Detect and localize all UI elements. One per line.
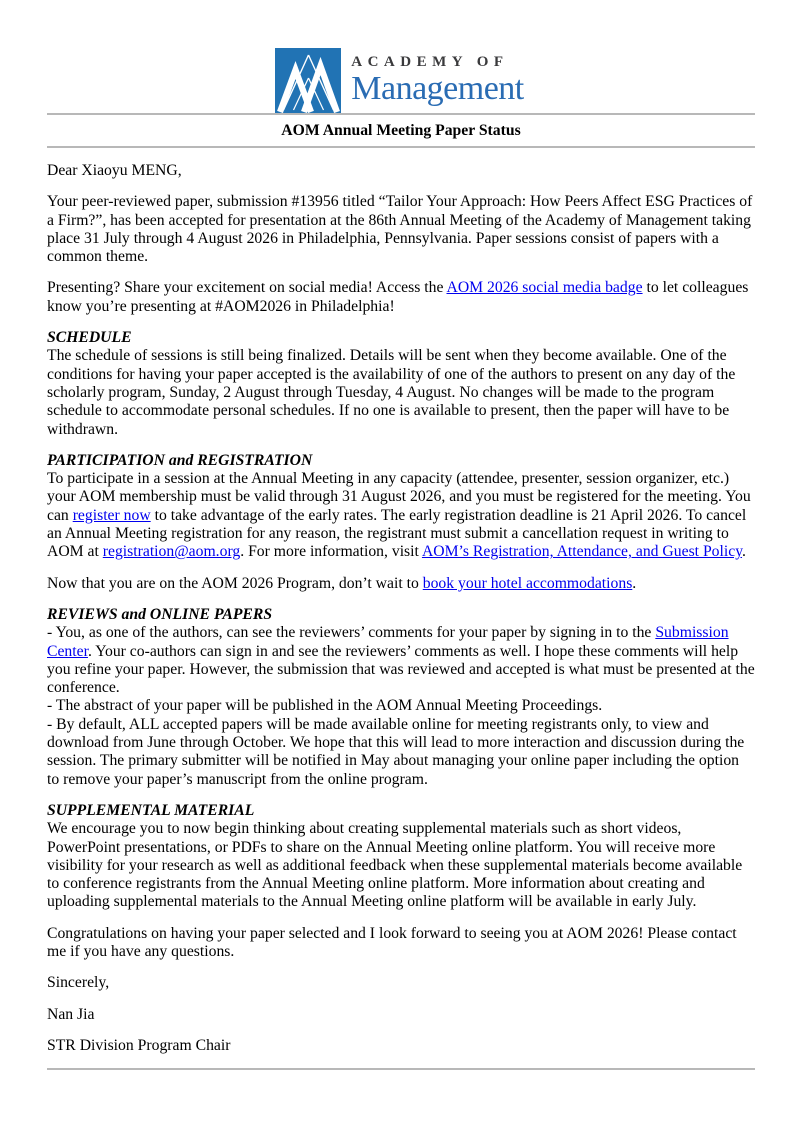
social-text-after: to let colleagues know you’re presenting at #AOM2026 in Philadelphia! (47, 279, 749, 315)
submission-center-link[interactable]: Submission Center (47, 624, 729, 660)
participation-heading: PARTICIPATION and REGISTRATION (47, 451, 313, 469)
participation-text-4: . (742, 543, 746, 561)
aom-logo-wordmark (351, 48, 524, 106)
schedule-body: The schedule of sessions is still being finalized. Details will be sent when they become available. One of the conditions for having your paper accepted is the availability of one of the authors to present on any day of the scholarly program, Sunday, 2 August through Tuesday, 4 August. No changes will be made to the program schedule to accommodate personal schedules. If no one is available to present, then the paper will have to be withdrawn. (47, 347, 736, 438)
reviews-section (47, 606, 755, 789)
participation-text-3: . For more information, visit (240, 543, 422, 561)
reviews-heading: REVIEWS and ONLINE PAPERS (47, 605, 273, 623)
register-now-link[interactable]: register now (72, 506, 151, 524)
aom-logo (0, 0, 799, 113)
letter-body (47, 148, 755, 1055)
page-title: AOM Annual Meeting Paper Status (281, 122, 521, 139)
closing-paragraph: Congratulations on having your paper selected and I look forward to seeing you at AOM 2026! Please contact me if you have any questions. (47, 924, 737, 960)
participation-text-2: to take advantage of the early rates. The early registration deadline is 21 April 2026. To cancel an Annual Meeting registration for any reason, the registrant must submit a cancellation request in writing to AOM at (47, 506, 747, 561)
reviews-item-1 (47, 624, 755, 697)
hotel-text-before: Now that you are on the AOM 2026 Program, don’t wait to (47, 574, 423, 592)
supplemental-body: We encourage you to now begin thinking about creating supplemental materials such as short videos, PowerPoint presentations, or PDFs to share on the Annual Meeting online platform. You will receive more visibility for your research as well as additional feedback when these supplemental materials become available to conference registrants from the Annual Meeting online platform. More information about creating and uploading supplemental materials to the Annual Meeting online platform will be available in early July. (47, 820, 743, 911)
reviews-item1-text-before: - You, as one of the authors, can see the reviewers’ comments for your paper by signing in to the (47, 624, 656, 642)
greeting: Dear Xiaoyu MENG, (47, 162, 182, 179)
participation-body (47, 470, 755, 561)
social-media-paragraph (47, 279, 755, 316)
bottom-divider (47, 1068, 755, 1070)
logo-academy-of-text: ACADEMY OF (351, 54, 509, 70)
aom-logo-icon (275, 48, 341, 113)
reviews-item-3: - By default, ALL accepted papers will be made available online for meeting registrants only, to view and download from June through October. We hope that this will lead to more interaction and discussion during the session. The primary submitter will be notified in May about managing your online paper including the option to remove your paper’s manuscript from the online program. (47, 715, 745, 788)
reviews-item-2: - The abstract of your paper will be published in the AOM Annual Meeting Proceedings. (47, 697, 603, 715)
registration-policy-link[interactable]: AOM’s Registration, Attendance, and Guest Policy (421, 543, 743, 561)
reviews-item1-text-after: . Your co-authors can sign in and see the reviewers’ comments as well. I hope these comments will help you refine your paper. However, the submission that was reviewed and accepted is what must be presented at the conference. (47, 642, 755, 697)
participation-section (47, 452, 755, 562)
intro-paragraph: Your peer-reviewed paper, submission #13956 titled “Tailor Your Approach: How Peers Affect ESG Practices of a Firm?”, has been accepted for presentation at the 86th Annual Meeting of the Academy of Management taking place 31 July through 4 August 2026 in Philadelphia, Pennsylvania. Paper sessions consist of papers with a common theme. (47, 193, 753, 266)
registration-email-link[interactable]: registration@aom.org (102, 543, 241, 561)
participation-text-1: To participate in a session at the Annual Meeting in any capacity (attendee, presenter, session organizer, etc.) your AOM membership must be valid through 31 August 2026, and you must be registered for the meeting. You can (47, 470, 751, 524)
logo-management-text: Management (351, 70, 524, 107)
sincerely: Sincerely, (47, 974, 110, 992)
supplemental-heading: SUPPLEMENTAL MATERIAL (47, 801, 255, 819)
hotel-paragraph (47, 575, 755, 593)
social-media-badge-link[interactable]: AOM 2026 social media badge (446, 279, 643, 297)
hotel-text-after: . (632, 574, 637, 592)
schedule-section (47, 329, 755, 439)
schedule-heading: SCHEDULE (47, 329, 132, 347)
hotel-accommodations-link[interactable]: book your hotel accommodations (422, 574, 633, 592)
supplemental-section (47, 802, 755, 912)
social-text-before: Presenting? Share your excitement on social media! Access the (47, 279, 447, 297)
signature-name: Nan Jia (47, 1005, 95, 1023)
signature-title: STR Division Program Chair (47, 1036, 231, 1054)
